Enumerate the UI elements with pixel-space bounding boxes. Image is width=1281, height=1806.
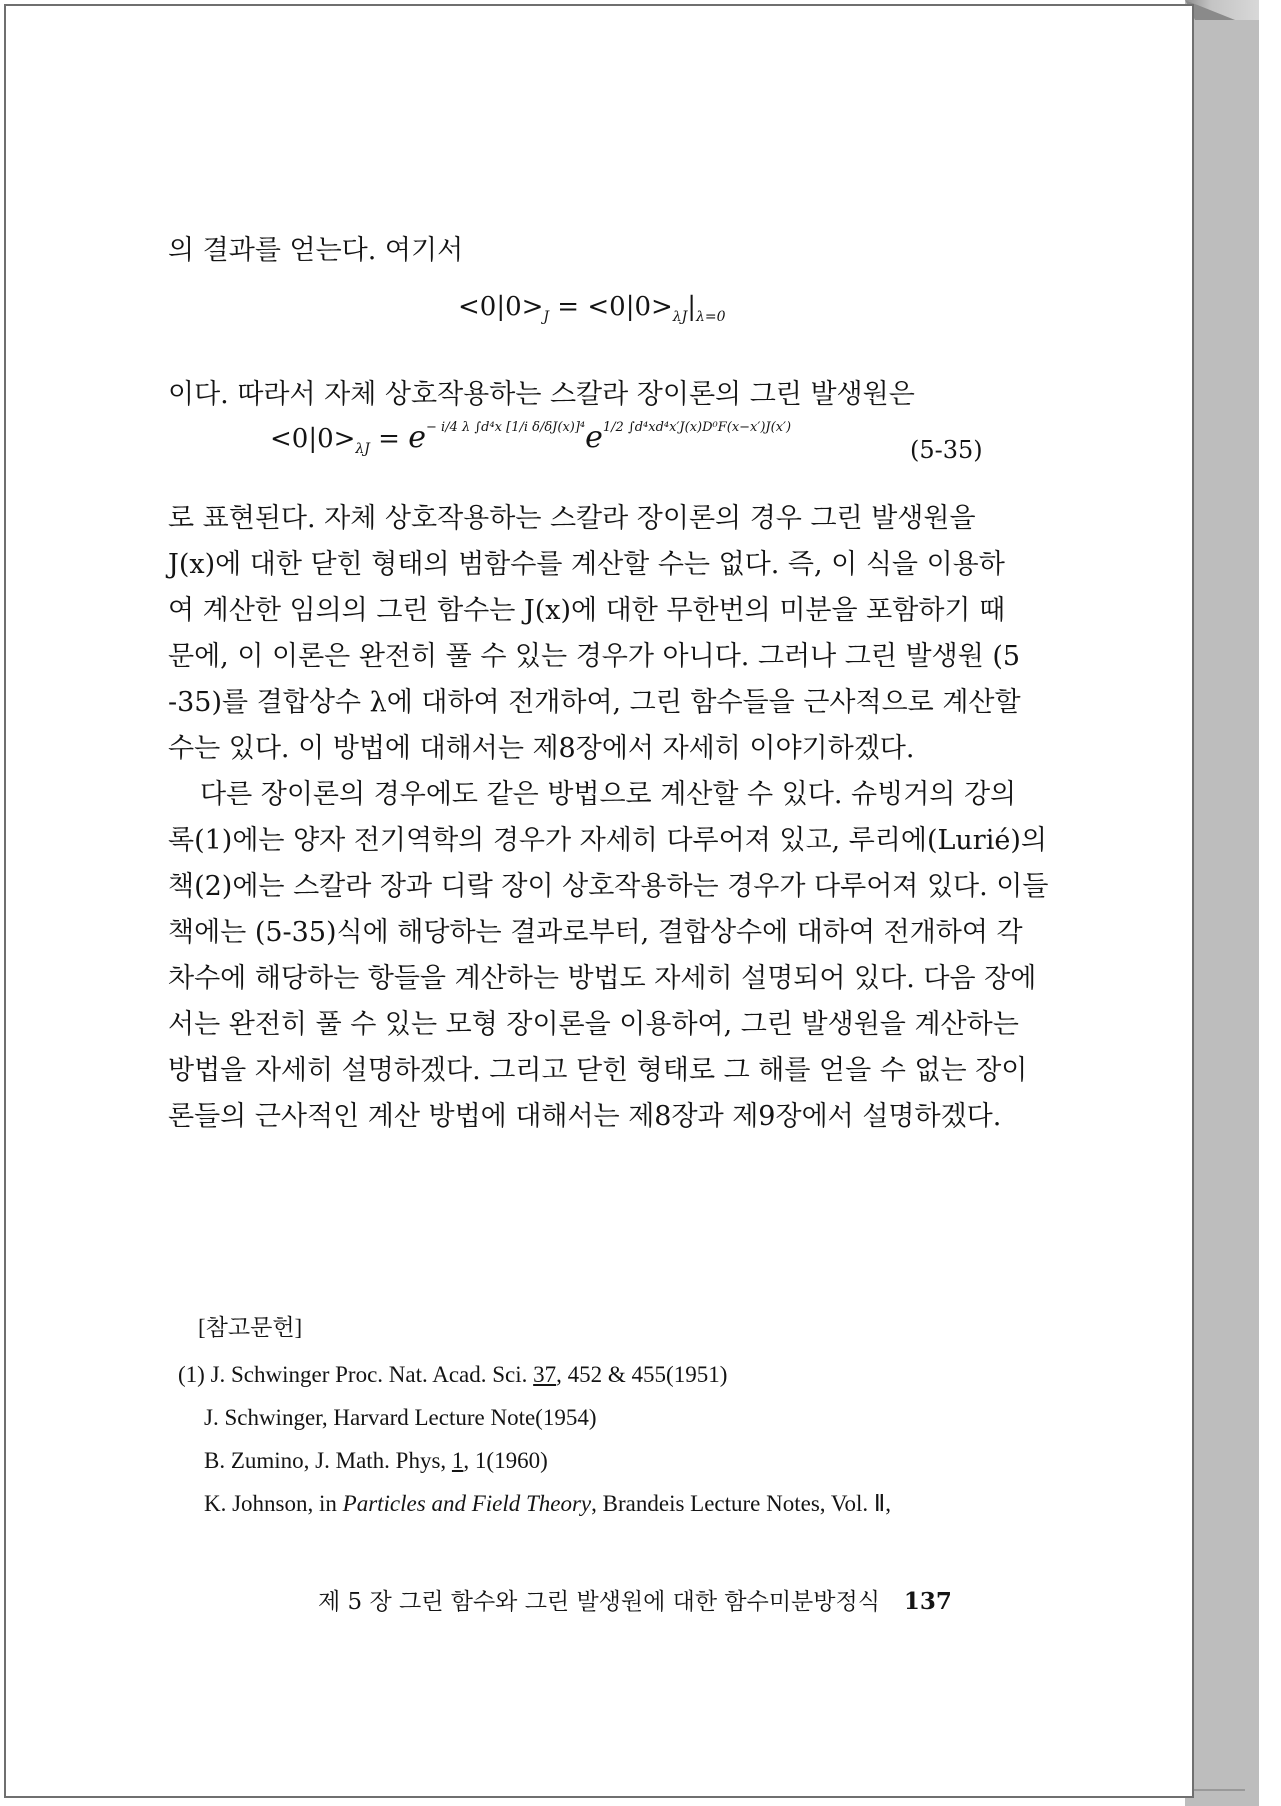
equation-generating-functional [270,420,791,457]
eq2-lhs-sub: λJ [355,441,370,458]
eq2-exp-base-1: e [408,420,427,455]
reference-2: J. Schwinger, Harvard Lecture Note(1954) [204,1405,597,1430]
reference-3 [178,1439,891,1482]
para2-line-2: 록(1)에는 양자 전기역학의 경우가 자세히 다루어져 있고, 루리에(Lurié)의 [168,825,1047,856]
para2-line-5: 차수에 해당하는 항들을 계산하는 방법도 자세히 설명되어 있다. 다음 장에 [168,963,1037,994]
eq2-exponent-1: − i/4 λ ∫d⁴x [1/i δ/δJ(x)]⁴ [426,420,586,435]
eq2-equals: = [369,424,409,454]
eq1-lhs: <0|0> [458,292,544,322]
references-section [178,1306,891,1525]
ref1-pages: , 452 & 455(1951) [556,1362,728,1387]
para2-line-3: 책(2)에는 스칼라 장과 디랔 장이 상호작용하는 경우가 다루어져 있다. 이들 [168,871,1049,902]
para2-line-4: 책에는 (5-35)식에 해당하는 결과로부터, 결합상수에 대하여 전개하여 각 [168,917,1023,948]
eq1-lhs-sub: J [543,309,550,326]
ref3-pages: , 1(1960) [463,1448,548,1473]
eq2-exponent-2: 1/2 ∫d⁴xd⁴x′J(x)D⁰F(x−x′)J(x′) [602,420,792,435]
intro-line: 의 결과를 얻는다. 여기서 [168,235,464,266]
equation-number: (5-35) [910,436,983,464]
para2-line-6: 서는 완전히 풀 수 있는 모형 장이론을 이용하여, 그린 발생원을 계산하는 [168,1009,1019,1040]
ref4-title: Particles and Field Theory [342,1491,592,1516]
ref4-text: K. Johnson, in [204,1491,343,1516]
references-heading: [참고문헌] [198,1315,303,1340]
para1-line-4: 문에, 이 이론은 완전히 풀 수 있는 경우가 아니다. 그러나 그린 발생원 (5 [168,641,1021,672]
footer-chapter-title: 제 5 장 그린 함수와 그린 발생원에 대한 함수미분방정식 [318,1589,880,1615]
eq2-exp-base-2: e [585,420,603,455]
eq1-tail: | [687,292,697,322]
para2-line-8: 론들의 근사적인 계산 방법에 대해서는 제8장과 제9장에서 설명하겠다. [168,1101,1002,1132]
ref3-text: B. Zumino, J. Math. Phys, [204,1448,452,1473]
ref3-volume: 1 [451,1448,464,1473]
reference-1 [178,1353,891,1396]
para1-line-6: 수는 있다. 이 방법에 대해서는 제8장에서 자세히 이야기하겠다. [168,733,915,764]
ref1-volume: 37 [533,1362,557,1387]
para1-line-3: 여 계산한 임의의 그린 함수는 J(x)에 대한 무한번의 미분을 포함하기 때 [168,595,1006,626]
book-spine-edge [1185,0,1259,1806]
para1-line-1: 로 표현된다. 자체 상호작용하는 스칼라 장이론의 경우 그린 발생원을 [168,503,976,534]
book-edge-shading [1185,0,1259,1806]
ref1-text: (1) J. Schwinger Proc. Nat. Acad. Sci. [178,1362,534,1387]
eq1-mid-sub: λJ [672,309,688,326]
reference-4 [178,1482,891,1525]
eq2-lhs: <0|0> [270,424,356,454]
eq1-tail-sub: λ=0 [696,309,726,326]
para2-line-7: 방법을 자세히 설명하겠다. 그리고 닫힌 형태로 그 해를 얻을 수 없는 장이 [168,1055,1028,1086]
ref4-rest: , Brandeis Lecture Notes, Vol. Ⅱ, [591,1491,891,1516]
para1-line-5: -35)를 결합상수 λ에 대하여 전개하여, 그린 함수들을 근사적으로 계산할 [168,687,1021,718]
running-footer [318,1583,952,1616]
body-text [168,496,1049,1140]
equation-vacuum-amplitude [458,292,726,325]
text-line-after-eq1: 이다. 따라서 자체 상호작용하는 스칼라 장이론의 그린 발생원은 [168,379,915,410]
eq1-mid: = <0|0> [549,292,673,322]
para2-line-1: 다른 장이론의 경우에도 같은 방법으로 계산할 수 있다. 슈빙거의 강의 [200,779,1017,810]
page-number: 137 [903,1588,952,1615]
para1-line-2: J(x)에 대한 닫힌 형태의 범함수를 계산할 수는 없다. 즉, 이 식을 이용하 [168,549,1005,580]
